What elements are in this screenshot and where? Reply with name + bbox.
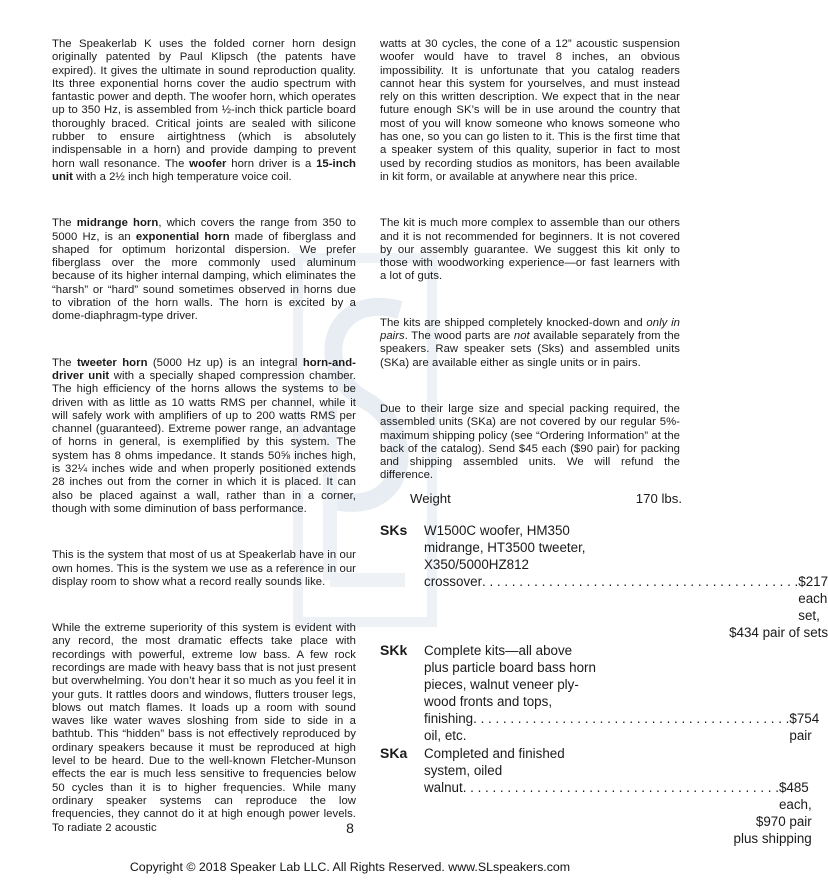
paragraph-tweeter: The tweeter horn (5000 Hz up) is an integral horn-and-driver unit with a specially shaped compression chamber. The high efficiency of the horns allows the systems to be driven with as little as 10 watts RMS per channel, while it will safely work with amplifiers of up to 200 watts RMS per channel (guaranteed). Extreme power range, an advantage of horns in general, is exemplified by this system. The system has 8 ohms impedance. It stands 50⅝ inches high, is 32¼ inches wide and when properly positioned extends 28 inches out from the corner in which it is placed. It can also be placed against a wall, rather than in a corner, though with some diminution of bass performance. xyxy=(52,356,356,515)
paragraph-shipping: The kits are shipped completely knocked-down and only in pairs. The wood parts are not available separately from the speakers. Raw speaker sets (Sks) and assembled units (SKa) are available either as single units or in pairs. xyxy=(380,316,680,369)
price-item-sks xyxy=(380,522,828,641)
leader-dots xyxy=(482,573,798,624)
product-line: midrange, HT3500 tweeter, xyxy=(424,540,586,555)
price-extra: $434 pair of sets xyxy=(729,625,828,640)
paragraph-woofer: The Speakerlab K uses the folded corner horn design originally patented by Paul Klipsch (the patents have expired). It gives the ultimate in sound reproduction quality. Its three exponential horns cover the audio spectrum with fantastic power and depth. The woofer horn, which operates up to 350 Hz, is assembled from ½-inch thick particle board thoroughly braced. Critical joints are sealed with silicone rubber to ensure airtightness (which is absolutely indispensable in a horn) and provide damping to prevent horn wall resonance. The woofer horn driver is a 15-inch unit with a 2½ inch high temperature voice coil. xyxy=(52,38,356,183)
product-line: Complete kits—all above xyxy=(424,643,573,658)
product-line: wood fronts and tops, xyxy=(424,694,553,709)
paragraph-kit-complexity: The kit is much more complex to assemble than our others and it is not recommended for beginners. It is not covered by our assembly guarantee. We suggest this kit only to those with woodworking experience—or fast learners with a lot of guts. xyxy=(380,217,680,283)
leader-dots xyxy=(463,779,779,813)
product-line: plus particle board bass horn xyxy=(424,660,596,675)
price-item-skk xyxy=(380,642,820,744)
price-extra: $970 pair xyxy=(755,814,812,829)
paragraph-packing: Due to their large size and special packing required, the assembled units (SKa) are not covered by our regular 5%-maximum shipping policy (see “Ordering Information” at the back of the catalog). Send $45 each ($90 pair) for packing and shipping assembled units. We will refund the difference. xyxy=(380,402,680,482)
product-line: X350/5000HZ812 xyxy=(424,557,529,572)
product-code: SKa xyxy=(380,745,408,761)
product-line: Completed and finished xyxy=(424,746,565,761)
paragraph-reference: This is the system that most of us at Speakerlab have in our own homes. This is the system we use as a reference in our display room to show what a record really sounds like. xyxy=(52,549,356,588)
product-code: SKs xyxy=(380,522,408,538)
right-column xyxy=(380,38,680,516)
paragraph-bass: While the extreme superiority of this system is evident with any record, the most dramatic effects take place with recordings with powerful, extreme low bass. A few rock recordings are made with heavy bass that is not just present but overwhelming. You don’t hear it so much as you feel it in your guts. It rattles doors and windows, flutters trouser legs, blows out match flames. It loads up a room with sound waves like water waves sloshing from side to side in a bathtub. This “hidden” bass is not effectively reproduced by ordinary speakers because it must be reproduced at high level to be heard. Due to the well-known Fletcher-Munson effects the ear is much less sensitive to frequencies below 50 cycles than it is to higher frequencies. While many ordinary speaker systems can reproduce the low frequencies, they cannot do it at high enough power levels. To radiate 2 acoustic xyxy=(52,622,356,834)
price: $485 each, xyxy=(778,780,812,812)
product-line: system, oiled xyxy=(424,763,503,778)
weight-row xyxy=(410,491,682,506)
copyright-footer: Copyright © 2018 Speaker Lab LLC. All Rights Reserved. www.SLspeakers.com xyxy=(129,860,571,874)
paragraph-midrange: The midrange horn, which covers the range from 350 to 5000 Hz, is an exponential horn made of fiberglass and shaped for optimum horizontal dispersion. We prefer fiberglass over the more commonly used aluminum because of its higher internal damping, which eliminates the “harsh” or “hard” sound sometimes observed in horns due to vibration of the horn walls. The horn is excited by a dome-diaphragm-type driver. xyxy=(52,217,357,323)
product-line: crossover xyxy=(424,574,483,589)
leader-dots xyxy=(473,710,789,744)
product-line: finishing oil, etc. xyxy=(424,711,474,743)
price: $754 pair xyxy=(789,711,820,743)
price-list xyxy=(380,522,828,848)
price: $217 each set, xyxy=(798,574,828,623)
paragraph-description: watts at 30 cycles, the cone of a 12” acoustic suspension woofer would have to travel 8 inches, an obvious impossibility. It is unfortunate that you catalog readers cannot hear this system for yourselves, and must instead rely on this written description. We expect that in the near future enough SK’s will be in use around the country that most of you will know someone who knows someone who has one, so you can go listen to it. This is the first time that a speaker system of this quality, superior in fact to most used by recording studios as monitors, has been available in kit form, or available at anywhere near this price. xyxy=(380,38,680,183)
page-number: 8 xyxy=(346,820,354,836)
weight-label: Weight xyxy=(410,491,451,506)
product-code: SKk xyxy=(380,642,408,658)
price-extra: plus shipping xyxy=(733,831,812,846)
product-line: pieces, walnut veneer ply- xyxy=(424,677,579,692)
product-line: W1500C woofer, HM350 xyxy=(424,523,570,538)
left-column xyxy=(52,38,356,868)
product-line: walnut xyxy=(424,780,463,795)
weight-value: 170 lbs. xyxy=(635,491,682,506)
